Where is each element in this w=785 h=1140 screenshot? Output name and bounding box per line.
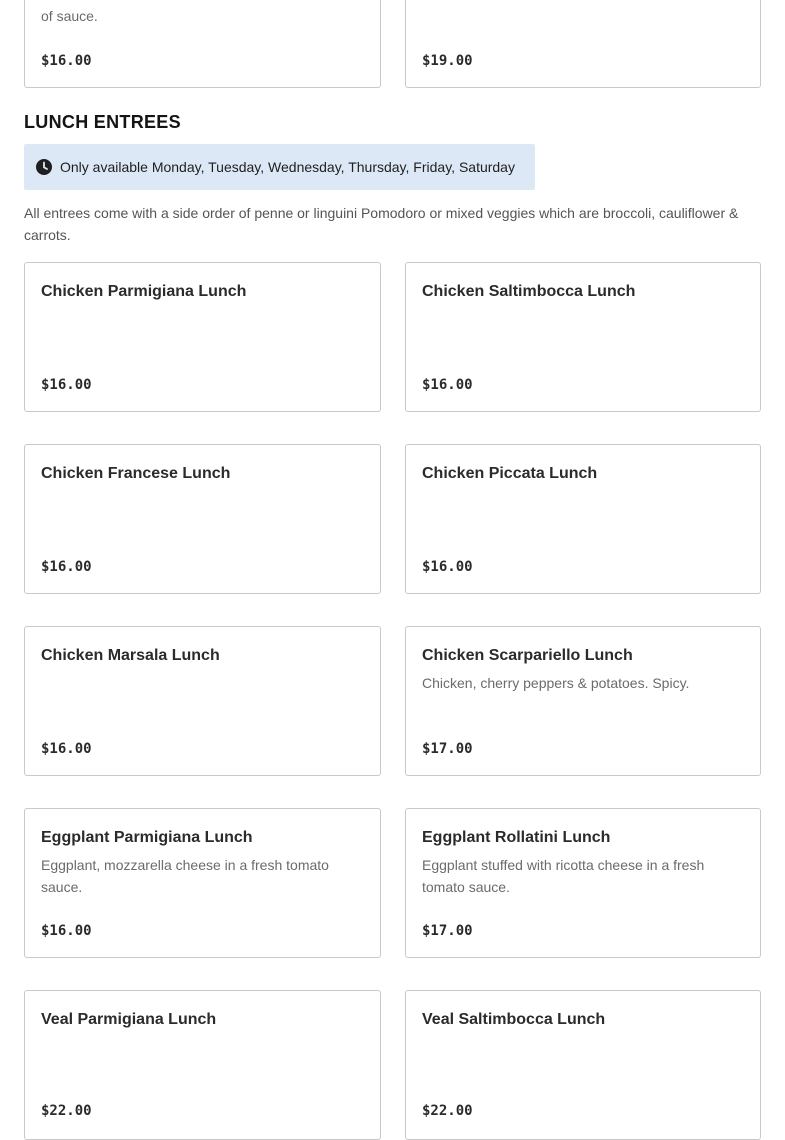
item-price: $16.00	[41, 559, 92, 575]
item-description: Chicken, cherry peppers & potatoes. Spicy.	[422, 675, 690, 691]
menu-item-card[interactable]	[24, 990, 381, 1140]
item-price: $16.00	[41, 923, 92, 939]
item-name: Chicken Marsala Lunch	[41, 647, 220, 664]
item-description: of sauce.	[41, 8, 98, 24]
availability-text: Only available Monday, Tuesday, Wednesday, Thursday, Friday, Saturday	[60, 159, 515, 175]
section-note: All entrees come with a side order of penne or linguini Pomodoro or mixed veggies which are broccoli, cauliflower & carrots.	[24, 205, 739, 243]
item-description: Eggplant, mozzarella cheese in a fresh tomato sauce.	[41, 857, 329, 895]
item-name: Eggplant Parmigiana Lunch	[41, 829, 253, 846]
item-price: $17.00	[422, 741, 473, 757]
item-price: $16.00	[41, 741, 92, 757]
item-price: $22.00	[41, 1103, 92, 1119]
item-price: $16.00	[41, 377, 92, 393]
item-price: $22.00	[422, 1103, 473, 1119]
item-price: $16.00	[422, 377, 473, 393]
item-name: Eggplant Rollatini Lunch	[422, 829, 611, 846]
item-name: Veal Saltimbocca Lunch	[422, 1011, 606, 1028]
menu-item-card[interactable]	[405, 444, 761, 594]
item-price: $16.00	[41, 53, 92, 69]
item-name: Chicken Scarpariello Lunch	[422, 647, 633, 664]
availability-banner	[24, 144, 535, 190]
item-price: $17.00	[422, 923, 473, 939]
menu-item-card[interactable]	[405, 626, 761, 776]
menu-item-card[interactable]	[24, 262, 381, 412]
menu-item-card[interactable]	[24, 444, 381, 594]
item-name: Chicken Saltimbocca Lunch	[422, 283, 636, 300]
menu-item-card[interactable]	[405, 0, 761, 88]
item-description: Eggplant stuffed with ricotta cheese in a fresh tomato sauce.	[422, 857, 705, 895]
menu-item-card[interactable]	[24, 626, 381, 776]
clock-icon	[36, 159, 52, 175]
menu-item-card[interactable]	[405, 808, 761, 958]
item-name: Chicken Francese Lunch	[41, 465, 231, 482]
menu-item-card[interactable]	[405, 990, 761, 1140]
section-title: LUNCH ENTREES	[24, 112, 181, 132]
item-price: $19.00	[422, 53, 473, 69]
item-price: $16.00	[422, 559, 473, 575]
item-name: Chicken Piccata Lunch	[422, 465, 598, 482]
menu-item-card[interactable]	[405, 262, 761, 412]
item-name: Chicken Parmigiana Lunch	[41, 283, 247, 300]
menu-item-card[interactable]	[24, 808, 381, 958]
menu-item-card[interactable]	[24, 0, 381, 88]
item-name: Veal Parmigiana Lunch	[41, 1011, 217, 1028]
